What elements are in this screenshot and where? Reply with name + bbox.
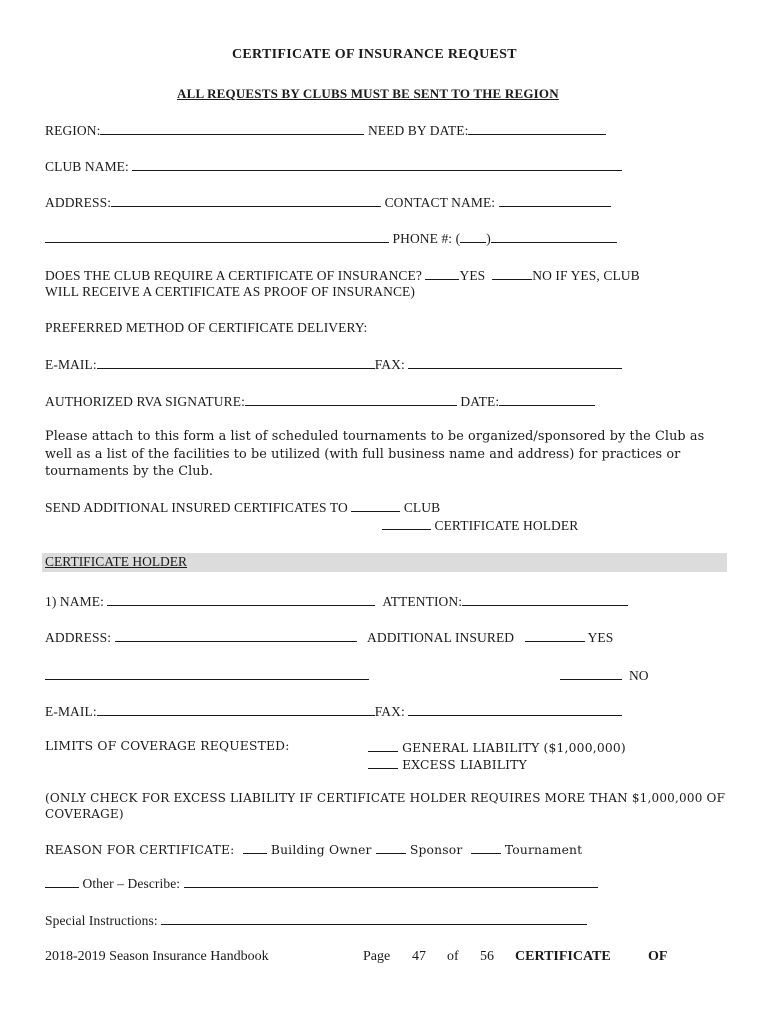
holder-fax-field[interactable]: [408, 703, 622, 716]
form-subtitle: ALL REQUESTS BY CLUBS MUST BE SENT TO THE REGION: [177, 86, 559, 101]
instructions-paragraph: Please attach to this form a list of scheduled tournaments to be organized/sponsored by the Club as well as a list of the facilities to be utilized (with full business name and address) for practices or tournaments by the Club.: [45, 429, 705, 479]
footer-trailing-certificate: CERTIFICATE: [515, 949, 611, 964]
holder-address-line2-field[interactable]: [45, 667, 369, 680]
phone-row: [45, 230, 617, 247]
coverage-label: LIMITS OF COVERAGE REQUESTED:: [45, 739, 290, 753]
footer-handbook: 2018-2019 Season Insurance Handbook: [45, 949, 269, 964]
excess-liability-label: EXCESS LIABILITY: [402, 758, 527, 772]
special-instructions-row: [45, 912, 587, 929]
footer-page-total: 56: [480, 949, 494, 964]
excess-liability-row: [368, 756, 527, 772]
delivery-fax-field[interactable]: [408, 356, 622, 369]
holder-name-row: [45, 593, 628, 610]
holder-fax-label: FAX:: [374, 704, 405, 719]
club-name-row: [45, 158, 622, 175]
need-by-date-label: NEED BY DATE:: [367, 123, 469, 138]
send-to-holder-label: CERTIFICATE HOLDER: [434, 518, 579, 533]
holder-email-field[interactable]: [97, 703, 375, 716]
form-title: CERTIFICATE OF INSURANCE REQUEST: [232, 47, 517, 62]
general-liability-row: [368, 739, 626, 755]
signature-date-label: DATE:: [460, 394, 500, 409]
additional-insured-no-field[interactable]: [560, 667, 622, 680]
send-to-row: [45, 499, 440, 516]
region-label: REGION:: [45, 123, 101, 138]
reason-sponsor-field[interactable]: [376, 841, 406, 854]
reason-building-owner-field[interactable]: [243, 841, 267, 854]
need-by-date-field[interactable]: [468, 122, 606, 135]
footer-of-label: of: [447, 949, 459, 964]
holder-attention-label: ATTENTION:: [382, 594, 463, 609]
send-to-label: SEND ADDITIONAL INSURED CERTIFICATES TO: [45, 500, 348, 515]
holder-email-label: E-MAIL:: [45, 704, 97, 719]
certificate-holder-title: CERTIFICATE HOLDER: [45, 554, 188, 569]
require-certificate-line2: WILL RECEIVE A CERTIFICATE AS PROOF OF INSURANCE): [45, 284, 415, 299]
phone-close-paren: ): [486, 231, 491, 246]
excess-liability-field[interactable]: [368, 756, 398, 769]
reason-row: [45, 841, 582, 857]
additional-insured-label: ADDITIONAL INSURED: [367, 630, 515, 645]
holder-attention-field[interactable]: [462, 593, 628, 606]
general-liability-field[interactable]: [368, 739, 398, 752]
reason-tournament-field[interactable]: [471, 841, 501, 854]
additional-insured-no-label: NO: [628, 668, 649, 683]
holder-email-row: [45, 703, 622, 720]
signature-field[interactable]: [245, 393, 457, 406]
certificate-holder-section-header: [42, 553, 727, 572]
region-field[interactable]: [100, 122, 364, 135]
reason-label: REASON FOR CERTIFICATE:: [45, 843, 235, 857]
reason-building-owner-label: Building Owner: [270, 843, 372, 857]
require-no-label: NO IF YES, CLUB: [532, 268, 640, 283]
require-certificate-question: DOES THE CLUB REQUIRE A CERTIFICATE OF INSURANCE?: [45, 268, 422, 283]
signature-date-field[interactable]: [499, 393, 595, 406]
signature-label: AUTHORIZED RVA SIGNATURE:: [45, 394, 245, 409]
holder-address-label: ADDRESS:: [45, 630, 112, 645]
address-row: [45, 194, 611, 211]
reason-tournament-label: Tournament: [504, 843, 583, 857]
phone-label: PHONE #: (: [392, 231, 461, 246]
additional-insured-yes-label: YES: [587, 630, 614, 645]
club-name-field[interactable]: [132, 158, 622, 171]
holder-name-label: 1) NAME:: [45, 594, 104, 609]
other-check-field[interactable]: [45, 875, 79, 888]
additional-insured-yes-field[interactable]: [525, 629, 585, 642]
require-yes-label: YES: [459, 268, 486, 283]
holder-address-row: [45, 629, 613, 646]
delivery-email-row: [45, 356, 622, 373]
require-no-field[interactable]: [492, 267, 532, 280]
club-name-label: CLUB NAME:: [45, 159, 129, 174]
reason-sponsor-label: Sponsor: [409, 843, 463, 857]
send-to-club-label: CLUB: [403, 500, 441, 515]
contact-name-label: CONTACT NAME:: [384, 195, 496, 210]
require-certificate-row: [45, 267, 640, 284]
holder-address-field[interactable]: [115, 629, 357, 642]
address-field[interactable]: [111, 194, 381, 207]
preferred-method-label: PREFERRED METHOD OF CERTIFICATE DELIVERY:: [45, 320, 368, 335]
signature-row: [45, 393, 595, 410]
contact-name-field[interactable]: [499, 194, 611, 207]
delivery-email-field[interactable]: [97, 356, 375, 369]
other-describe-field[interactable]: [184, 875, 598, 888]
send-to-holder-row: [382, 517, 578, 534]
footer-page-label: Page: [363, 949, 391, 964]
send-to-club-field[interactable]: [351, 499, 400, 512]
phone-area-code-field[interactable]: [460, 230, 486, 243]
send-to-holder-field[interactable]: [382, 517, 431, 530]
special-instructions-label: Special Instructions:: [45, 913, 158, 928]
holder-name-field[interactable]: [107, 593, 375, 606]
special-instructions-field[interactable]: [161, 912, 587, 925]
additional-insured-no-row: [560, 667, 649, 684]
excess-note-line2: COVERAGE): [45, 807, 124, 821]
fax-label: FAX:: [374, 357, 405, 372]
excess-note-line1: (ONLY CHECK FOR EXCESS LIABILITY IF CERTIFICATE HOLDER REQUIRES MORE THAN $1,000,000 OF: [45, 791, 726, 805]
general-liability-label: GENERAL LIABILITY ($1,000,000): [402, 741, 626, 755]
other-describe-label: Other – Describe:: [82, 876, 181, 891]
holder-address-line2-row: [45, 667, 369, 684]
footer-page-number: 47: [412, 949, 426, 964]
other-row: [45, 875, 598, 892]
email-label: E-MAIL:: [45, 357, 97, 372]
address-line2-field[interactable]: [45, 230, 389, 243]
address-label: ADDRESS:: [45, 195, 112, 210]
require-yes-field[interactable]: [425, 267, 459, 280]
footer-trailing-of: OF: [648, 949, 668, 964]
phone-number-field[interactable]: [491, 230, 617, 243]
region-row: [45, 122, 606, 139]
